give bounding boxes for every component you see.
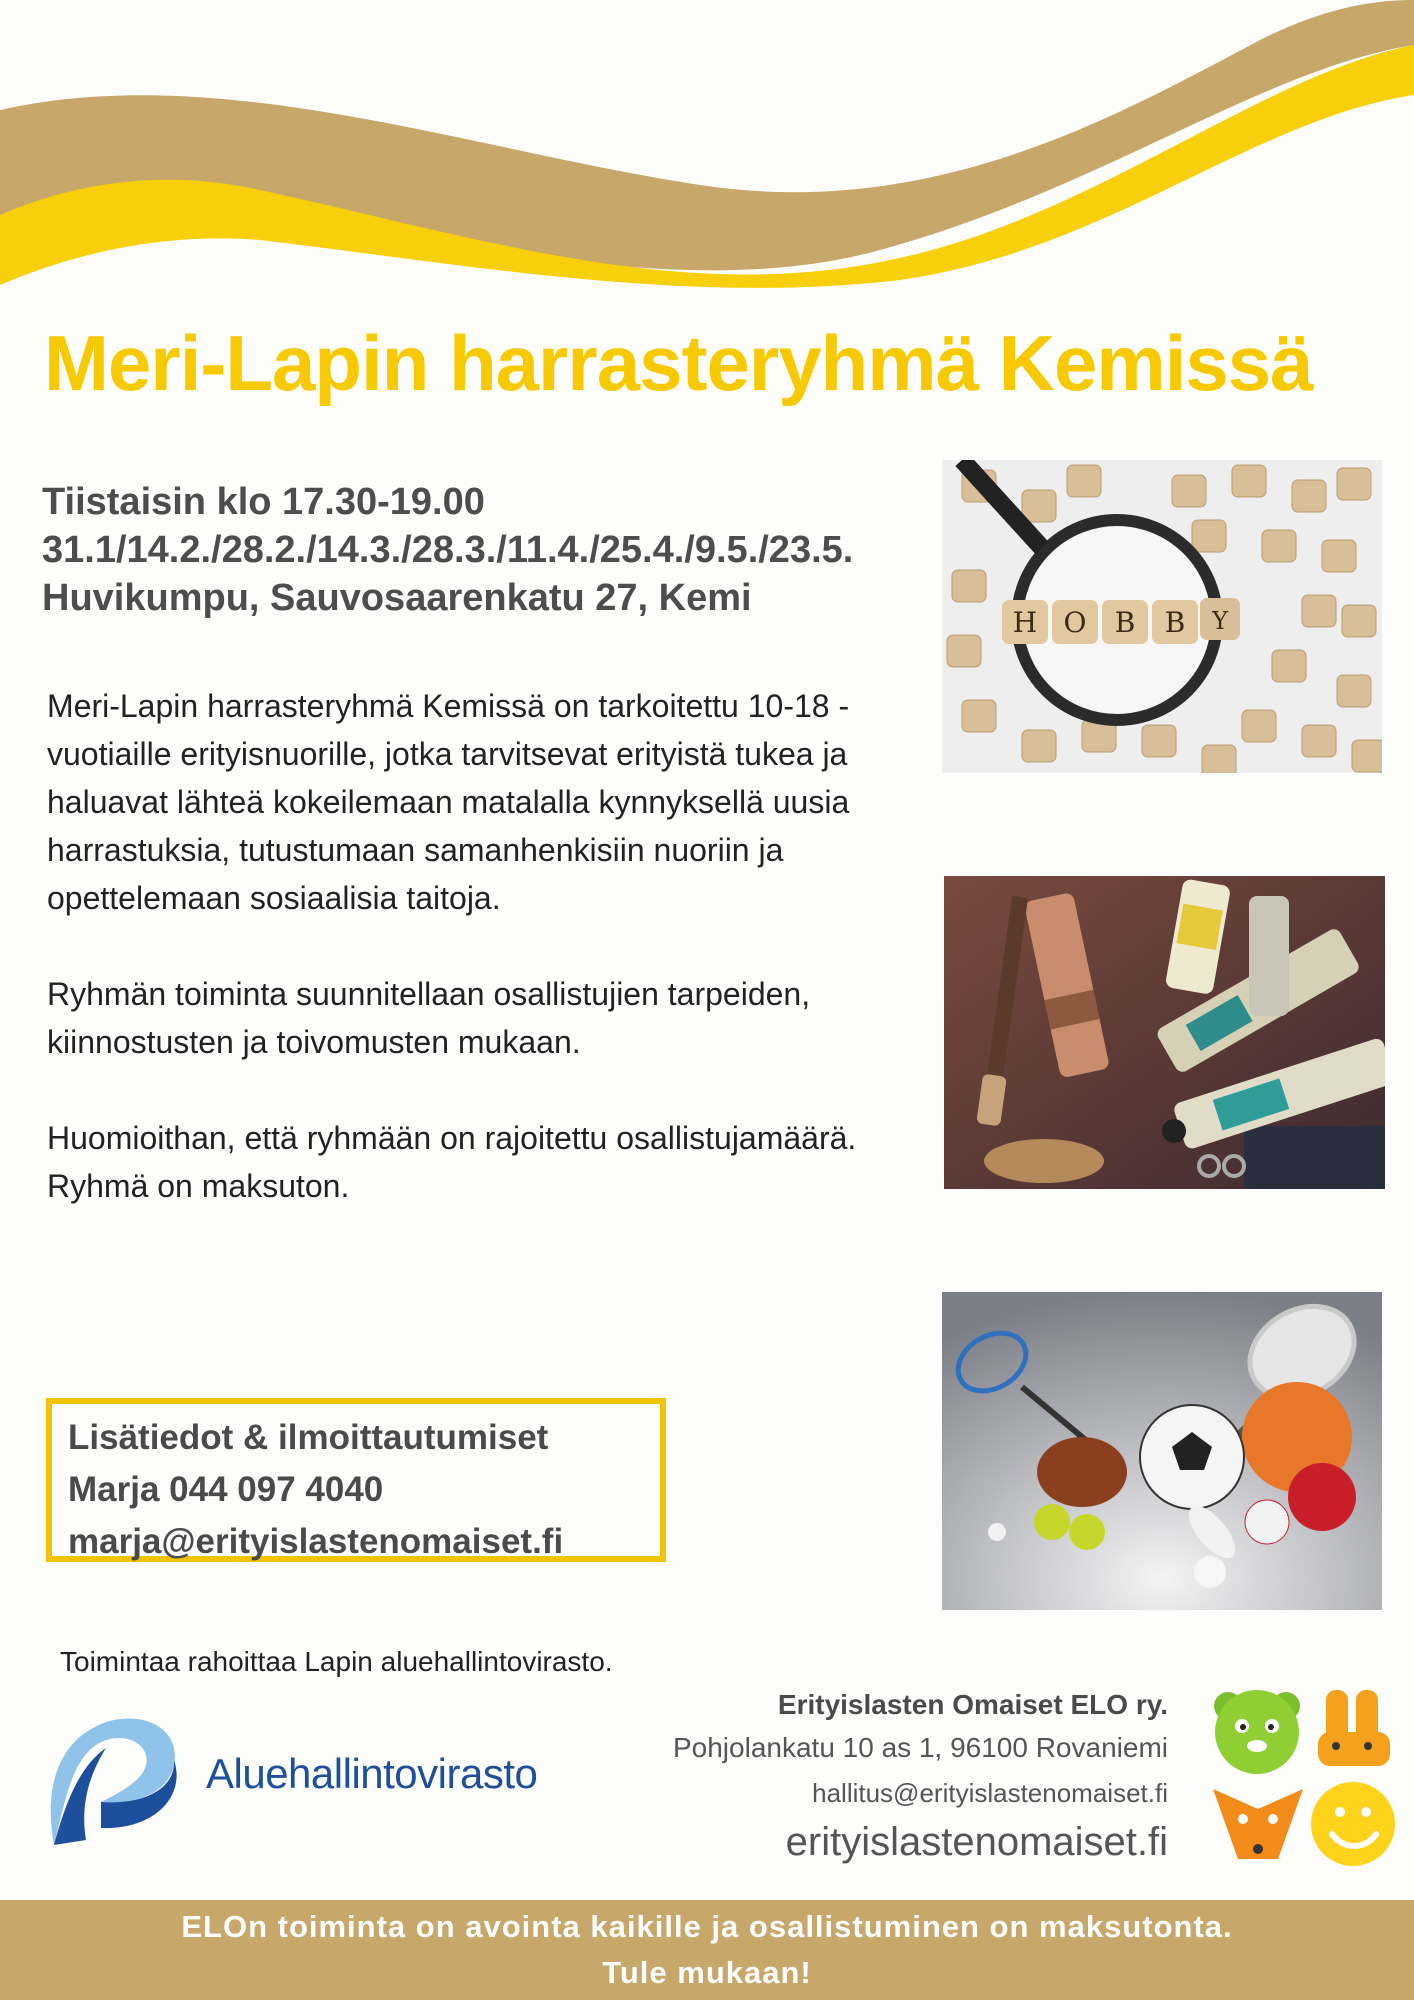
hobby-tile-2: O bbox=[1063, 606, 1087, 639]
contact-email[interactable]: marja@erityislastenomaiset.fi bbox=[68, 1522, 564, 1561]
elo-mascot-logo bbox=[1208, 1684, 1398, 1870]
contact-phone[interactable]: Marja 044 097 4040 bbox=[68, 1470, 384, 1509]
avi-logo-icon bbox=[46, 1710, 186, 1850]
bear-icon bbox=[1214, 1690, 1300, 1774]
organization-website[interactable]: erityislastenomaiset.fi bbox=[785, 1820, 1168, 1864]
sports-equipment-photo bbox=[942, 1292, 1382, 1610]
footer-line-2: Tule mukaan! bbox=[602, 1955, 812, 1990]
hobby-tile-4: B bbox=[1164, 606, 1186, 639]
organization-name: Erityislasten Omaiset ELO ry. bbox=[777, 1689, 1168, 1720]
event-location: Huvikumpu, Sauvosaarenkatu 27, Kemi bbox=[42, 577, 752, 619]
contact-box bbox=[46, 1398, 666, 1562]
organization-info bbox=[673, 1686, 1168, 1870]
footer-bar bbox=[0, 1900, 1414, 2000]
organization-email[interactable]: hallitus@erityislastenomaiset.fi bbox=[812, 1778, 1168, 1808]
hobby-magnifier-photo bbox=[942, 460, 1382, 773]
rabbit-icon bbox=[1318, 1690, 1390, 1766]
description-paragraph-2: Ryhmän toiminta suunnitellaan osallistujien tarpeiden, kiinnostusten ja toivomusten mukaan. bbox=[47, 976, 811, 1060]
event-dates: 31.1/14.2./28.2./14.3./28.3./11.4./25.4./9.5./23.5. bbox=[42, 529, 854, 571]
description-paragraph-1: Meri-Lapin harrasteryhmä Kemissä on tarkoitettu 10-18 -vuotiaille erityisnuorille, jotka tarvitsevat erityistä tukea ja haluavat lähteä kokeilemaan matalalla kynnyksellä uusia harrastuksia, tutustumaan samanhenkisiin nuoriin ja opettelemaan sosiaalisia taitoja. bbox=[47, 688, 850, 916]
fox-icon bbox=[1213, 1789, 1303, 1859]
organization-address: Pohjolankatu 10 as 1, 96100 Rovaniemi bbox=[672, 1732, 1168, 1763]
hobby-tile-3: B bbox=[1114, 606, 1136, 639]
header-wave bbox=[0, 0, 1414, 300]
event-time: Tiistaisin klo 17.30-19.00 bbox=[42, 481, 485, 523]
contact-heading: Lisätiedot & ilmoittautumiset bbox=[68, 1418, 549, 1457]
description bbox=[47, 682, 897, 1258]
smiley-icon bbox=[1311, 1782, 1395, 1866]
avi-logo bbox=[46, 1710, 566, 1850]
hobby-tile-5: Y bbox=[1212, 607, 1228, 635]
page-title: Meri-Lapin harrasteryhmä Kemissä bbox=[44, 319, 1313, 407]
event-info bbox=[42, 478, 942, 622]
footer-line-1: ELOn toiminta on avointa kaikille ja osallistuminen on maksutonta. bbox=[181, 1909, 1233, 1944]
paint-tubes-photo bbox=[944, 876, 1385, 1189]
description-paragraph-3: Huomioithan, että ryhmään on rajoitettu osallistujamäärä. Ryhmä on maksuton. bbox=[47, 1120, 857, 1204]
funding-note: Toimintaa rahoittaa Lapin aluehallintovirasto. bbox=[60, 1646, 613, 1677]
avi-logo-text: Aluehallintovirasto bbox=[206, 1750, 538, 1797]
hobby-tile-1: H bbox=[1012, 606, 1038, 639]
